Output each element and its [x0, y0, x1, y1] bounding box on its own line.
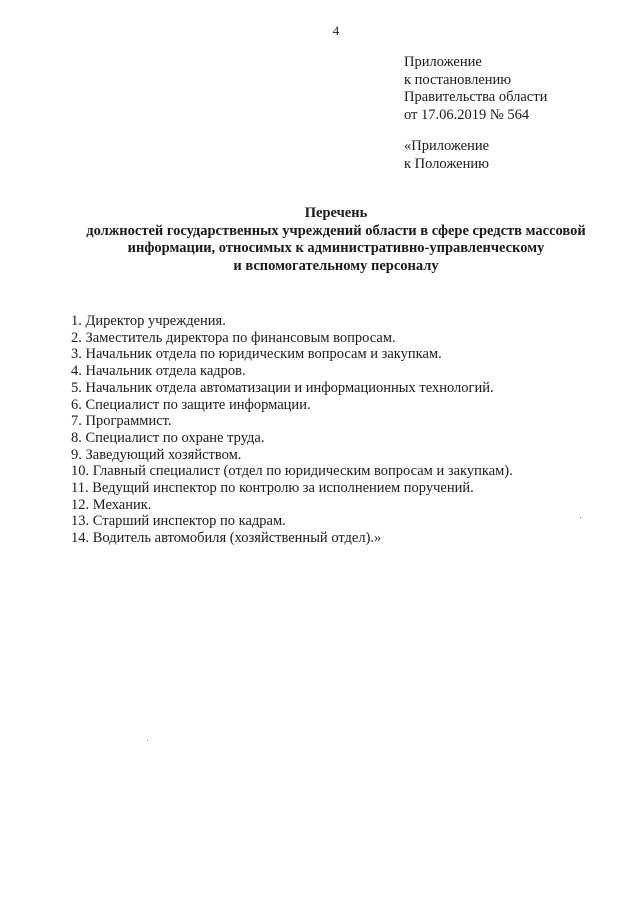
appendix-header	[404, 54, 547, 124]
title-line: и вспомогательному персоналу	[233, 257, 439, 274]
scan-speck	[580, 517, 581, 518]
list-item: 3. Начальник отдела по юридическим вопросам и закупкам.	[71, 346, 442, 363]
document-title	[60, 205, 612, 275]
appendix-line: Правительства области	[404, 89, 548, 105]
list-item: 9. Заведующий хозяйством.	[71, 446, 242, 463]
appendix-ref-line: к Положению	[404, 155, 489, 172]
list-item: 5. Начальник отдела автоматизации и информационных технологий.	[71, 379, 494, 396]
title-line: должностей государственных учреждений области в сфере средств массовой	[86, 222, 586, 239]
scan-speck	[147, 740, 148, 741]
list-item: 1. Директор учреждения.	[71, 313, 226, 329]
page-number: 4	[332, 23, 340, 38]
list-item: 10. Главный специалист (отдел по юридическим вопросам и закупкам).	[71, 463, 513, 480]
appendix-reference	[404, 138, 489, 173]
list-item: 7. Программист.	[71, 413, 172, 430]
list-item: 13. Старший инспектор по кадрам.	[71, 513, 286, 530]
appendix-line: Приложение	[404, 54, 482, 70]
list-item: 8. Специалист по охране труда.	[71, 429, 265, 446]
list-item: 4. Начальник отдела кадров.	[71, 363, 246, 380]
appendix-line: к постановлению	[404, 71, 512, 88]
list-item: 2. Заместитель директора по финансовым вопросам.	[71, 329, 396, 346]
list-item: 12. Механик.	[71, 496, 152, 513]
list-item: 11. Ведущий инспектор по контролю за исполнением поручений.	[71, 480, 474, 497]
appendix-ref-line: «Приложение	[404, 138, 490, 154]
appendix-line: от 17.06.2019 № 564	[404, 106, 530, 123]
positions-list	[71, 313, 513, 547]
title-line: Перечень	[304, 205, 368, 221]
list-item: 6. Специалист по защите информации.	[71, 396, 311, 413]
list-item: 14. Водитель автомобиля (хозяйственный отдел).»	[71, 530, 382, 547]
title-line: информации, относимых к административно-управленческому	[127, 240, 545, 256]
